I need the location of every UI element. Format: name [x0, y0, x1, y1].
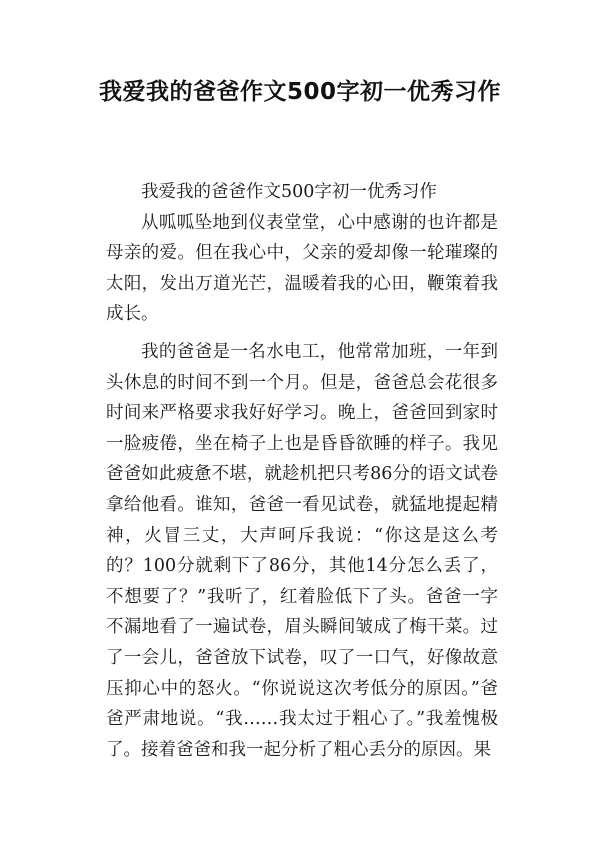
document-title: 我爱我的爸爸作文500字初一优秀习作 [98, 79, 501, 105]
body-paragraph-1: 从呱呱坠地到仪表堂堂，心中感谢的也许都是母亲的爱。但在我心中，父亲的爱却像一轮璀璨的太阳，发出万道光芒，温暖着我的心田，鞭策着我成长。 [106, 212, 498, 325]
essay-heading-paragraph: 我爱我的爸爸作文500字初一优秀习作 [141, 182, 437, 202]
document-body [106, 177, 498, 765]
body-paragraph-2: 我的爸爸是一名水电工，他常常加班，一年到头休息的时间不到一个月。但是，爸爸总会花很多时间来严格要求我好好学习。晚上，爸爸回到家时一脸疲倦，坐在椅子上也是昏昏欲睡的样子。我见爸爸如此疲惫不堪，就趁机把只考86分的语文试卷拿给他看。谁知，爸爸一看见试卷，就猛地提起精神，火冒三丈，大声呵斥我说：“你这是这么考的？100分就剩下了86分，其他14分怎么丢了，不想要了？”我听了，红着脸低下了头。爸爸一字不漏地看了一遍试卷，眉头瞬间皱成了梅干菜。过了一会儿，爸爸放下试卷，叹了一口气，好像故意压抑心中的怒火。“你说说这次考低分的原因。”爸爸严肃地说。“我……我太过于粗心了。”我羞愧极了。接着爸爸和我一起分析了粗心丢分的原因。果 [106, 341, 498, 760]
